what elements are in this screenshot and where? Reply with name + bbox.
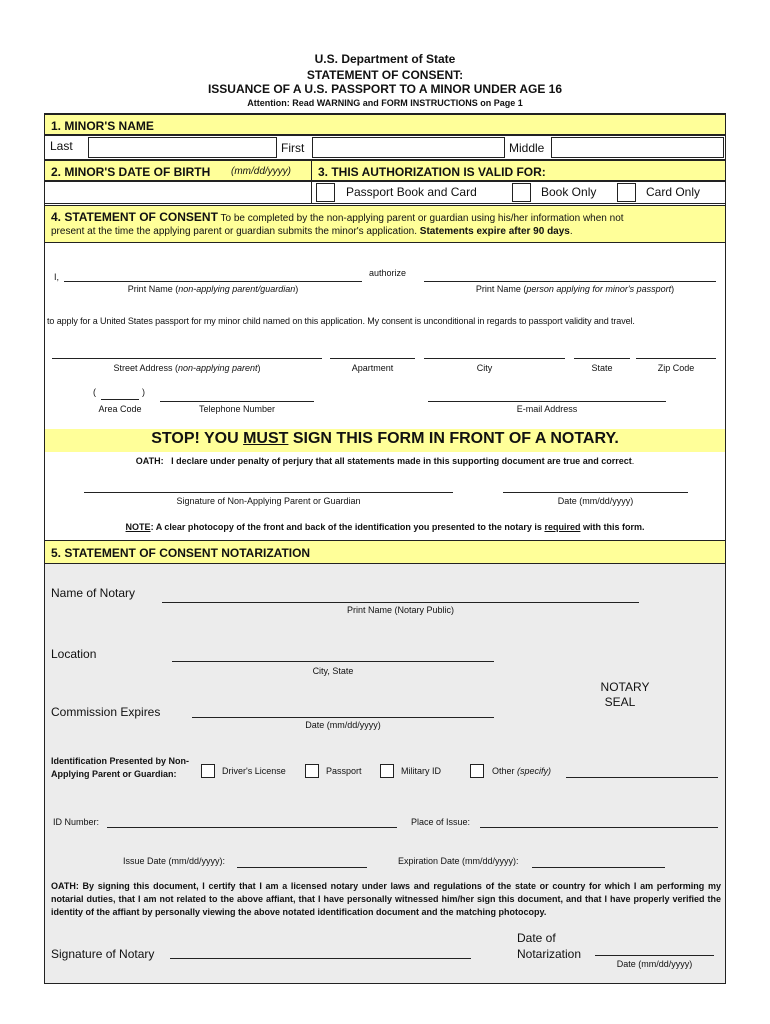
section5-title: 5. STATEMENT OF CONSENT NOTARIZATION: [51, 546, 311, 560]
exp-date-label: Expiration Date (mm/dd/yyyy):: [398, 856, 519, 866]
attention-note: Attention: Read WARNING and FORM INSTRUCTIONS on Page 1: [247, 98, 523, 108]
cap-name1: Print Name (non-applying parent/guardian): [127, 284, 299, 294]
email-line[interactable]: [428, 401, 666, 402]
oath1: OATH: I declare under penalty of perjury that all statements made in this supporting document are true and correct.: [135, 456, 635, 466]
passport-book-card-label: Passport Book and Card: [346, 185, 477, 199]
consent-text: to apply for a United States passport for my minor child named on this application. My consent is unconditional in regards to passport validity and travel.: [47, 316, 635, 326]
notary-oath: OATH: By signing this document, I certify that I am a licensed notary under laws and regulations of the state or country for which I am performing my notarial duties, that I am not related to the above affiant, that I have personally witnessed him/her sign this document, and that I have properly verified the identity of the affiant by personally viewing the above notated identification document and the matching photocopy.: [51, 881, 721, 917]
military-id-label: Military ID: [401, 766, 441, 776]
military-id-checkbox[interactable]: [380, 764, 394, 778]
paren-open: (: [93, 387, 96, 397]
authorize-label: authorize: [369, 268, 407, 278]
section2-title: 2. MINOR'S DATE OF BIRTH: [51, 165, 211, 179]
section4-expire: Statements expire after 90 days: [419, 226, 570, 237]
zip-line[interactable]: [636, 358, 716, 359]
dept-title: U.S. Department of State: [314, 52, 456, 66]
form-subtitle: ISSUANCE OF A U.S. PASSPORT TO A MINOR UNDER AGE 16: [207, 82, 563, 96]
first-name-input[interactable]: [312, 137, 505, 158]
date-of-label: Date of: [517, 931, 556, 945]
section3-band: [311, 160, 726, 181]
card-only-label: Card Only: [646, 185, 701, 199]
section4-band: 4. STATEMENT OF CONSENT To be completed by the non-applying parent or guardian using his/her information when not present at the time the applying parent or guardian submits the minor's application. Statements expire after 90 days.: [44, 205, 726, 243]
passport-checkbox[interactable]: [305, 764, 319, 778]
nonapplying-signature-line[interactable]: [84, 492, 453, 493]
cap-city-state: City, State: [312, 666, 354, 676]
commission-label: Commission Expires: [51, 705, 161, 719]
last-label: Last: [50, 139, 73, 153]
sig-notary-label: Signature of Notary: [51, 947, 155, 961]
place-issue-label: Place of Issue:: [411, 817, 471, 827]
cap-commission-date: Date (mm/dd/yyyy): [305, 720, 381, 730]
cap-name2: Print Name (person applying for minor's passport): [475, 284, 675, 294]
section4-text2: present at the time the applying parent or guardian submits the minor's application.: [51, 226, 418, 237]
cap-state: State: [591, 363, 613, 373]
section1-band: [44, 114, 726, 135]
id-presented-label: Identification Presented by Non-Applying Parent or Guardian:: [51, 756, 190, 779]
place-issue-line[interactable]: [480, 827, 718, 828]
notarization-date-line[interactable]: [595, 955, 714, 956]
stop-text: STOP! YOU MUST SIGN THIS FORM IN FRONT OF A NOTARY.: [151, 430, 619, 447]
section2-band: [44, 160, 312, 181]
other-id-label: Other (specify): [492, 766, 552, 776]
other-id-checkbox[interactable]: [470, 764, 484, 778]
cap-notary-name: Print Name (Notary Public): [346, 605, 455, 615]
other-id-line[interactable]: [566, 777, 718, 778]
phone-line[interactable]: [160, 401, 314, 402]
passport-book-card-checkbox[interactable]: [316, 183, 335, 202]
issue-date-line[interactable]: [237, 867, 367, 868]
form-title: STATEMENT OF CONSENT:: [306, 68, 464, 82]
section1-title: 1. MINOR'S NAME: [51, 119, 154, 133]
notarization-label: Notarization: [517, 947, 582, 961]
id-number-line[interactable]: [107, 827, 397, 828]
state-line[interactable]: [574, 358, 630, 359]
drivers-license-label: Driver's License: [222, 766, 286, 776]
nonapplying-name-line[interactable]: [64, 281, 362, 282]
street-line[interactable]: [52, 358, 322, 359]
cap-sign-date: Date (mm/dd/yyyy): [557, 496, 634, 506]
notary-signature-line[interactable]: [170, 958, 471, 959]
cap-apartment: Apartment: [351, 363, 394, 373]
book-only-checkbox[interactable]: [512, 183, 531, 202]
nonapplying-date-line[interactable]: [503, 492, 688, 493]
drivers-license-checkbox[interactable]: [201, 764, 215, 778]
name-of-notary-label: Name of Notary: [51, 586, 136, 600]
paren-close: ): [142, 387, 145, 397]
area-code-line[interactable]: [101, 399, 139, 400]
note-text: NOTE: A clear photocopy of the front and back of the identification you presented to the notary is required with this form.: [125, 522, 645, 532]
section4-text1: To be completed by the non-applying parent or guardian using his/her information when not: [220, 213, 624, 224]
cap-notarization-date: Date (mm/dd/yyyy): [616, 959, 693, 969]
last-name-input[interactable]: [88, 137, 277, 158]
notary-seal-2: SEAL: [604, 695, 636, 709]
cap-street: Street Address (non-applying parent): [113, 363, 261, 373]
notary-seal-1: NOTARY: [600, 680, 650, 694]
commission-line[interactable]: [192, 717, 494, 718]
dob-input[interactable]: [44, 181, 312, 204]
apartment-line[interactable]: [330, 358, 415, 359]
middle-name-input[interactable]: [551, 137, 724, 158]
exp-date-line[interactable]: [532, 867, 665, 868]
city-line[interactable]: [424, 358, 565, 359]
section5-band: [44, 540, 726, 564]
first-label: First: [281, 141, 305, 155]
passport-label: Passport: [326, 766, 362, 776]
cap-phone: Telephone Number: [198, 404, 276, 414]
location-label: Location: [51, 647, 97, 661]
i-label: I,: [54, 272, 60, 282]
location-line[interactable]: [172, 661, 494, 662]
cap-email: E-mail Address: [516, 404, 578, 414]
applying-name-line[interactable]: [424, 281, 716, 282]
section4-title: 4. STATEMENT OF CONSENT: [51, 210, 218, 224]
issue-date-label: Issue Date (mm/dd/yyyy):: [123, 856, 226, 866]
cap-signature: Signature of Non-Applying Parent or Guardian: [176, 496, 361, 506]
book-only-label: Book Only: [541, 185, 597, 199]
section3-title: 3. THIS AUTHORIZATION IS VALID FOR:: [318, 165, 546, 179]
notary-name-line[interactable]: [162, 602, 639, 603]
id-number-label: ID Number:: [53, 817, 100, 827]
card-only-checkbox[interactable]: [617, 183, 636, 202]
cap-zip: Zip Code: [657, 363, 695, 373]
cap-city: City: [476, 363, 493, 373]
middle-label: Middle: [509, 141, 545, 155]
cap-area-code: Area Code: [98, 404, 142, 414]
dob-format: (mm/dd/yyyy): [231, 166, 291, 177]
